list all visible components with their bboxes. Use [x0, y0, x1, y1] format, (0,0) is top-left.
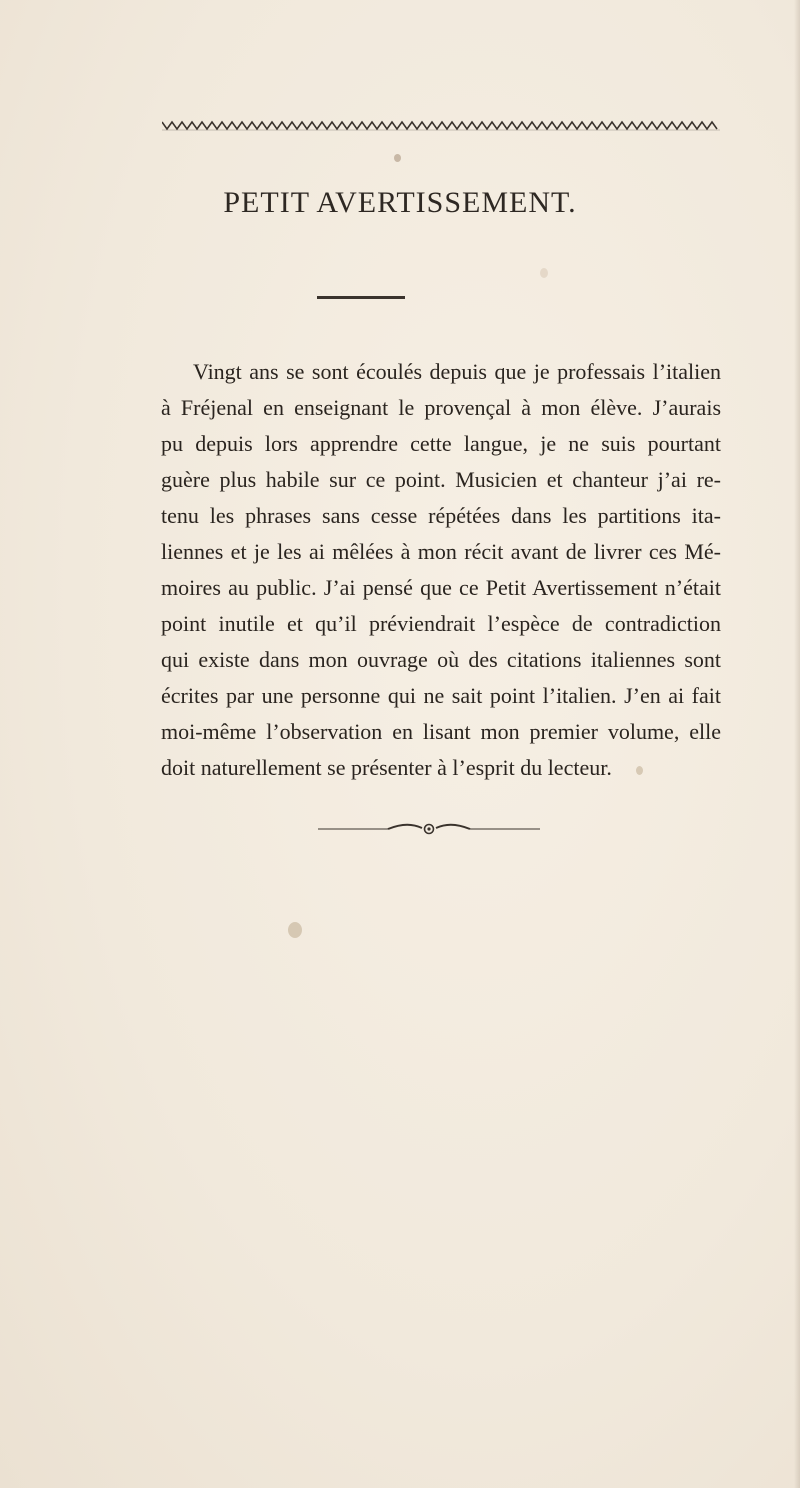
text-line: écrites par une personne qui ne sait point l’italien. J’en ai fait	[161, 683, 721, 708]
text-line: moi-même l’observation en lisant mon premier volume, elle	[161, 719, 721, 744]
text-line: point inutile et qu’il préviendrait l’espèce de contradiction	[161, 611, 721, 636]
text-line: Vingt ans se sont écoulés depuis que je professais l’italien	[193, 359, 721, 384]
page-title: PETIT AVERTISSEMENT.	[223, 186, 577, 219]
text-line: moires au public. J’ai pensé que ce Petit Avertissement n’était	[161, 575, 721, 600]
paper-stain	[394, 154, 401, 162]
paper-stain	[540, 268, 548, 278]
text-line: guère plus habile sur ce point. Musicien et chanteur j’ai re-	[161, 467, 721, 492]
paper-stain	[636, 766, 643, 775]
text-line: tenu les phrases sans cesse répétées dans les partitions ita-	[161, 503, 721, 528]
text-line: doit naturellement se présenter à l’esprit du lecteur.	[161, 755, 612, 780]
title-divider	[317, 296, 405, 299]
flourish-tailpiece-ornament-icon	[318, 818, 540, 838]
text-line: à Fréjenal en enseignant le provençal à mon élève. J’aurais	[161, 395, 721, 420]
body-paragraph	[161, 354, 721, 786]
page-edge	[794, 0, 800, 1488]
text-line: liennes et je les ai mêlées à mon récit avant de livrer ces Mé-	[161, 539, 721, 564]
zigzag-rule-ornament-icon	[162, 120, 720, 132]
text-line: pu depuis lors apprendre cette langue, je ne suis pourtant	[161, 431, 721, 456]
paper-stain	[288, 922, 302, 938]
text-line: qui existe dans mon ouvrage où des citations italiennes sont	[161, 647, 721, 672]
